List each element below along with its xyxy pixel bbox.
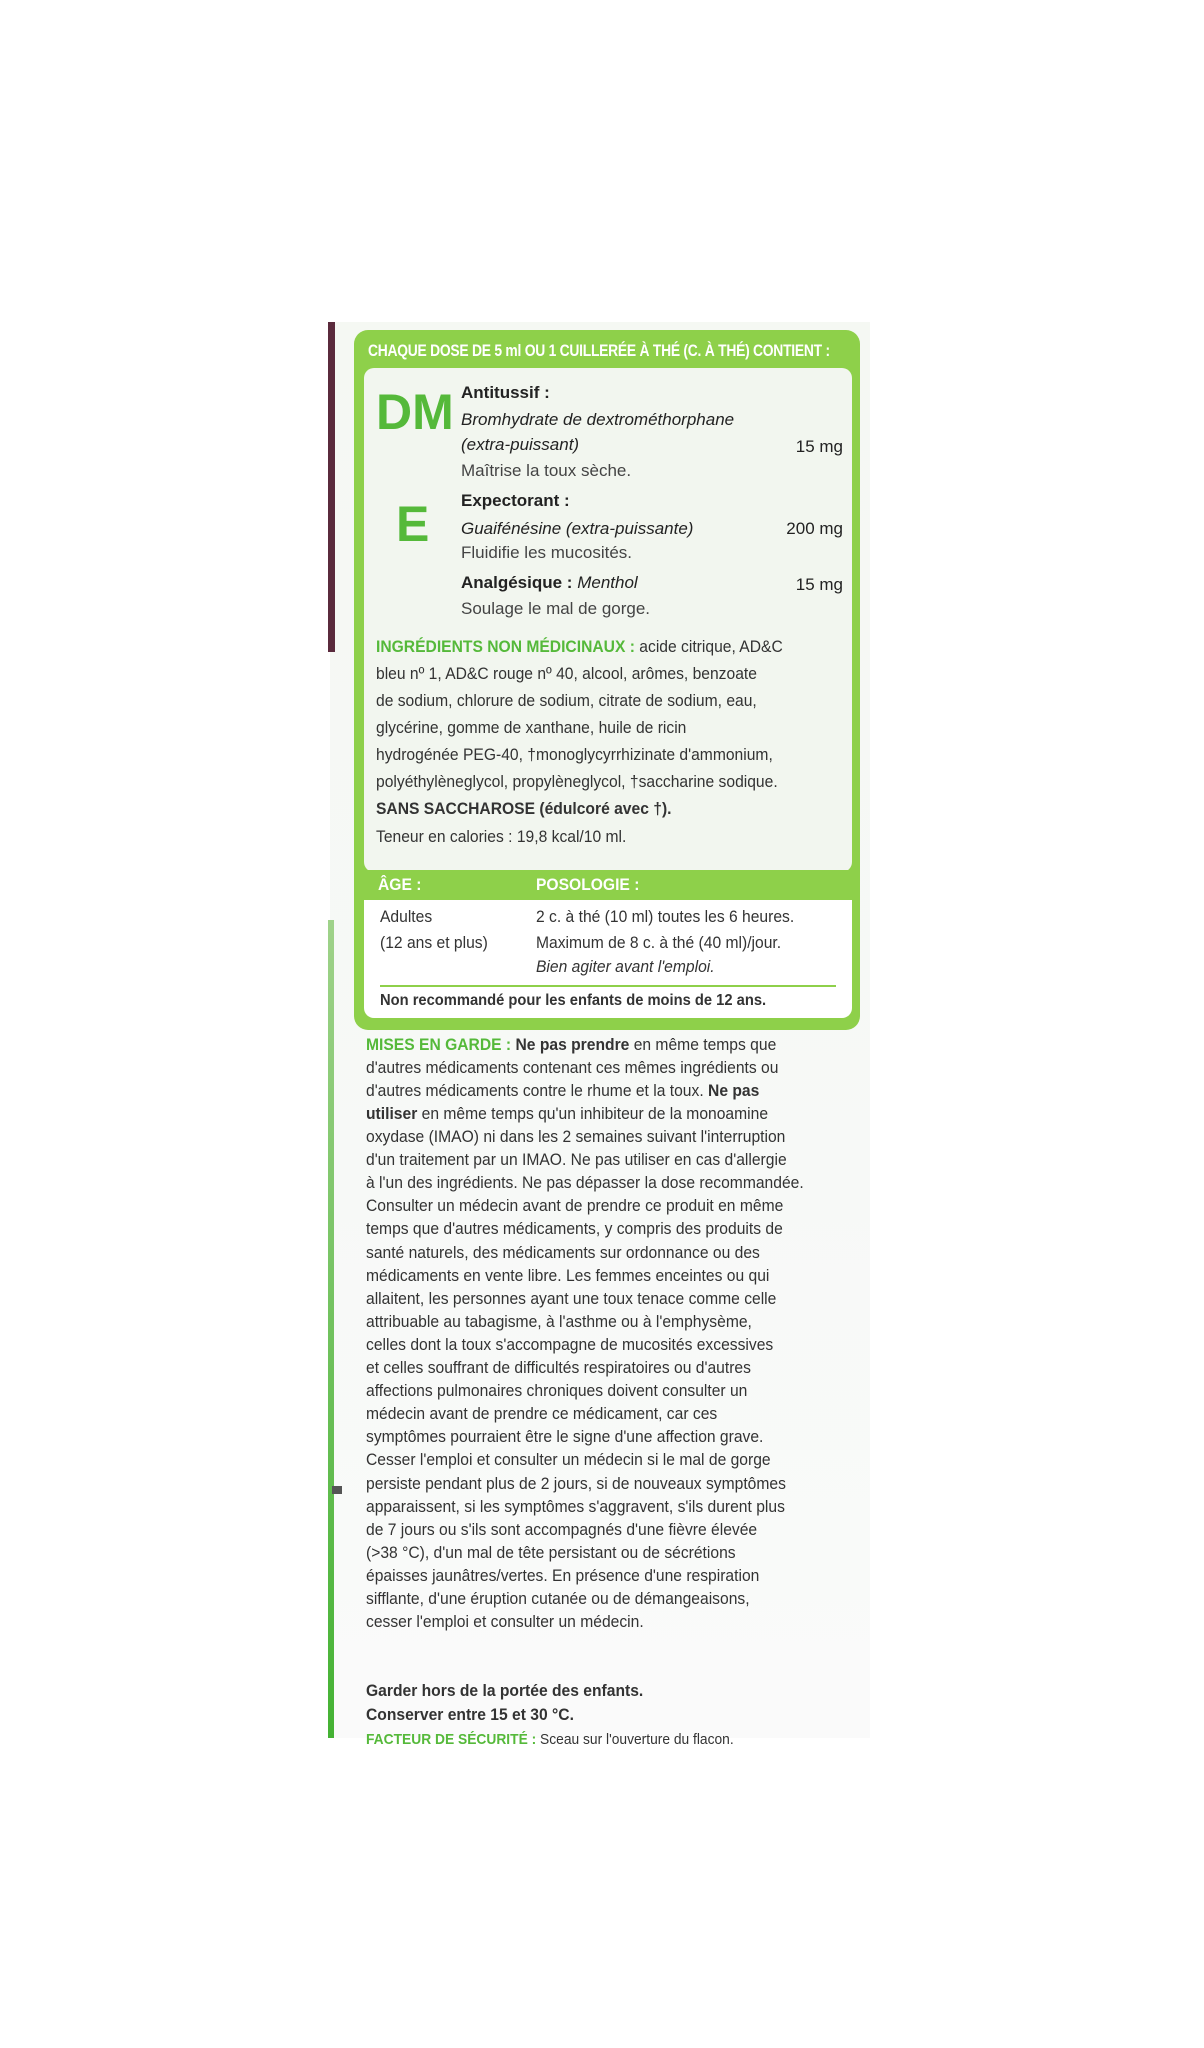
ingredient-3-title: Analgésique : — [461, 573, 573, 592]
warning-line-2: d'autres médicaments contenant ces mêmes ingrédients ou — [366, 1058, 779, 1077]
warning-bold-1: Ne pas prendre — [515, 1035, 630, 1054]
warnings-label: MISES EN GARDE : — [366, 1035, 512, 1054]
warning-line-1-rest: en même temps que — [629, 1035, 777, 1054]
warning-line-17: médecin avant de prendre ce médicament, car ces — [366, 1404, 718, 1424]
warning-line-4-rest: en même temps qu'un inhibiteur de la monoamine — [417, 1104, 769, 1123]
ingredient-1-name-l2: (extra-puissant) — [461, 435, 580, 454]
warning-line-25: sifflante, d'une éruption cutanée ou de démangeaisons, — [366, 1589, 750, 1608]
warning-line-4 — [366, 1103, 768, 1125]
dose-line-2: Maximum de 8 c. à thé (40 ml)/jour. — [536, 933, 782, 952]
ingredient-2-desc: Fluidifie les mucosités. — [461, 543, 633, 562]
dm-logo: DM — [376, 384, 454, 440]
warning-line-1 — [366, 1034, 776, 1056]
warning-line-23: (>38 °C), d'un mal de tête persistant ou de sécrétions — [366, 1542, 736, 1562]
warning-line-15: et celles souffrant de difficultés respiratoires ou d'autres — [366, 1358, 751, 1377]
ingredient-3-line — [461, 572, 638, 594]
warning-line-8: Consulter un médecin avant de prendre ce produit en même — [366, 1196, 784, 1216]
ingredient-3-amount: 15 mg — [795, 575, 843, 594]
warning-line-11: médicaments en vente libre. Les femmes enceintes ou qui — [366, 1265, 770, 1285]
not-recommended: Non recommandé pour les enfants de moins de 12 ans. — [380, 992, 767, 1009]
nonmed-line-1 — [376, 636, 783, 658]
warning-line-26: cesser l'emploi et consulter un médecin. — [366, 1612, 644, 1632]
nonmed-line-4: glycérine, gomme de xanthane, huile de ricin — [376, 718, 687, 737]
ingredient-2-name: Guaifénésine (extra-puissante) — [461, 519, 694, 538]
warning-line-22: de 7 jours ou s'ils sont accompagnés d'une fièvre élevée — [366, 1519, 758, 1539]
warning-line-7: à l'un des ingrédients. Ne pas dépasser la dose recommandée. — [366, 1173, 804, 1193]
dosage-divider — [380, 985, 836, 987]
age-line-1: Adultes — [380, 907, 433, 926]
warning-bold-2b: utiliser — [366, 1104, 418, 1123]
nonmed-label: INGRÉDIENTS NON MÉDICINAUX : — [376, 637, 635, 656]
warning-line-10: santé naturels, des médicaments sur ordonnance ou des — [366, 1242, 760, 1262]
nonmed-line-3: de sodium, chlorure de sodium, citrate de sodium, eau, — [376, 691, 757, 710]
ingredient-3-name: Menthol — [577, 573, 638, 592]
calories: Teneur en calories : 19,8 kcal/10 ml. — [376, 827, 627, 846]
warning-line-9: temps que d'autres médicaments, y compris des produits de — [366, 1219, 783, 1239]
security-text: Sceau sur l'ouverture du flacon. — [536, 1731, 734, 1748]
warning-line-20: persiste pendant plus de 2 jours, si de nouveaux symptômes — [366, 1473, 786, 1493]
warning-line-13: attribuable au tabagisme, à l'asthme ou à l'emphysème, — [366, 1311, 752, 1331]
warning-line-12: allaitent, les personnes ayant une toux tenace comme celle — [366, 1288, 777, 1308]
warning-line-21: apparaissent, si les symptômes s'aggravent, s'ils durent plus — [366, 1496, 785, 1516]
dose-line-3: Bien agiter avant l'emploi. — [536, 957, 715, 976]
panel-header: CHAQUE DOSE DE 5 ml OU 1 CUILLERÉE À THÉ (C. À THÉ) CONTIENT : — [368, 342, 830, 360]
ingredient-1-name-l1: Bromhydrate de dextrométhorphane — [461, 410, 735, 429]
warning-line-14: celles dont la toux s'accompagne de mucosités excessives — [366, 1334, 774, 1354]
warning-line-3 — [366, 1080, 759, 1102]
ingredient-3-desc: Soulage le mal de gorge. — [461, 599, 651, 618]
ingredient-1-desc: Maîtrise la toux sèche. — [461, 461, 632, 480]
nonmed-line-2: bleu nº 1, AD&C rouge nº 40, alcool, arômes, benzoate — [376, 664, 757, 683]
package-edge-mark — [332, 1486, 342, 1494]
warning-line-24: épaisses jaunâtres/vertes. En présence d'une respiration — [366, 1565, 760, 1585]
ingredient-1-amount: 15 mg — [795, 437, 843, 456]
nonmed-line-6: polyéthylèneglycol, propylèneglycol, †saccharine sodique. — [376, 772, 778, 791]
keep-away: Garder hors de la portée des enfants. — [366, 1681, 644, 1700]
package-edge-dark — [328, 322, 335, 652]
storage: Conserver entre 15 et 30 °C. — [366, 1705, 574, 1724]
e-logo: E — [396, 496, 430, 552]
warning-line-6: d'un traitement par un IMAO. Ne pas utiliser en cas d'allergie — [366, 1150, 787, 1170]
ingredient-2-title: Expectorant : — [461, 491, 570, 510]
ingredient-1-title: Antitussif : — [461, 383, 550, 402]
warning-line-16: affections pulmonaires chroniques doivent consulter un — [366, 1381, 748, 1401]
warning-line-5: oxydase (IMAO) ni dans les 2 semaines suivant l'interruption — [366, 1127, 786, 1146]
warning-line-19: Cesser l'emploi et consulter un médecin si le mal de gorge — [366, 1450, 771, 1470]
warning-bold-2a: Ne pas — [708, 1081, 760, 1100]
package-edge-green — [328, 920, 334, 1738]
sugar-free: SANS SACCHAROSE (édulcoré avec †). — [376, 799, 672, 818]
security-label: FACTEUR DE SÉCURITÉ : — [366, 1731, 537, 1748]
warning-line-18: symptômes pourraient être le signe d'une affection grave. — [366, 1427, 764, 1447]
nonmed-line-5: hydrogénée PEG-40, †monoglycyrrhizinate d'ammonium, — [376, 745, 773, 764]
dose-header: POSOLOGIE : — [536, 875, 640, 894]
warning-line-3-text: d'autres médicaments contre le rhume et la toux. — [366, 1081, 709, 1100]
nonmed-text-1: acide citrique, AD&C — [639, 637, 783, 656]
age-line-2: (12 ans et plus) — [380, 933, 488, 952]
security-line — [366, 1729, 734, 1751]
dose-line-1: 2 c. à thé (10 ml) toutes les 6 heures. — [536, 907, 795, 926]
age-header: ÂGE : — [378, 875, 422, 894]
ingredient-2-amount: 200 mg — [786, 519, 843, 538]
